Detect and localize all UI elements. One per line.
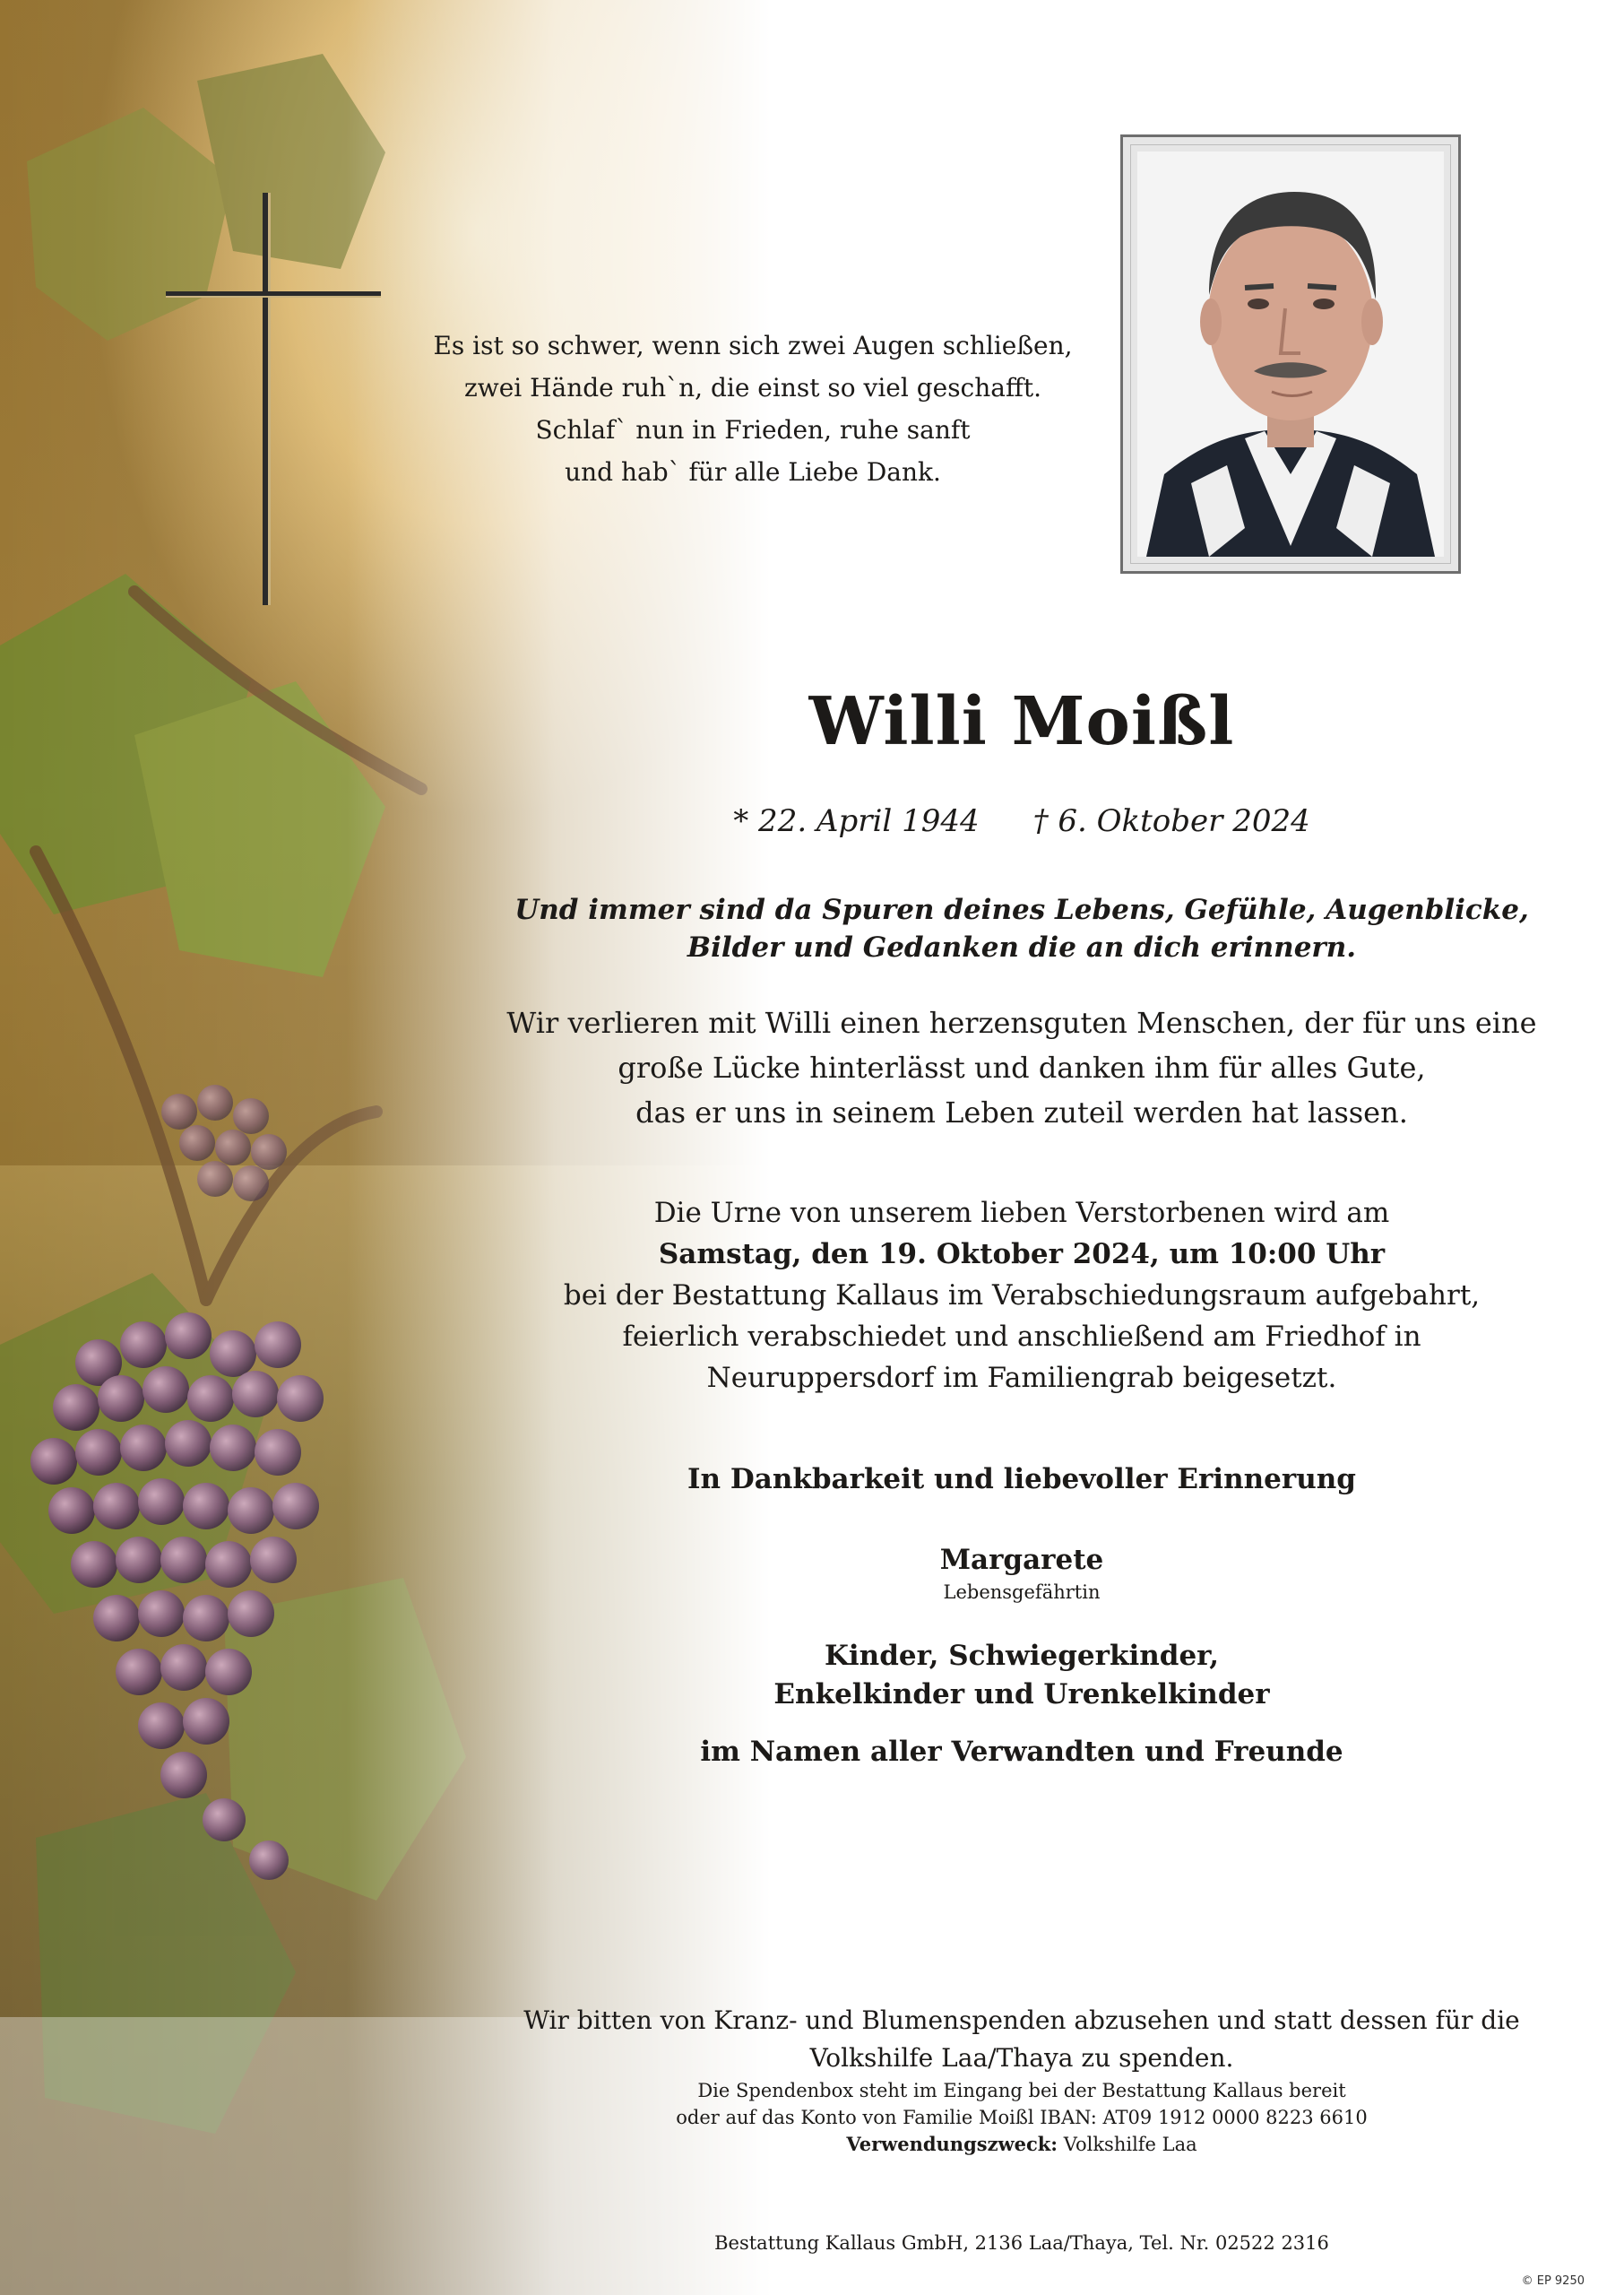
ceremony-line: Neuruppersdorf im Familiengrab beigesetzt. xyxy=(706,1362,1337,1394)
relatives-line: im Namen aller Verwandten und Freunde xyxy=(700,1736,1343,1768)
poem-line: zwei Hände ruh`n, die einst so viel geschafft. xyxy=(463,373,1042,403)
poem-line: Es ist so schwer, wenn sich zwei Augen schließen, xyxy=(433,331,1073,360)
donation-details xyxy=(466,2077,1577,2158)
donation-request xyxy=(466,2002,1577,2077)
partner-role: Lebensgefährtin xyxy=(943,1581,1101,1603)
partner-name: Margarete xyxy=(939,1544,1104,1576)
motto-line: Und immer sind da Spuren deines Lebens, Gefühle, Augenblicke, xyxy=(514,894,1529,926)
portrait-image xyxy=(1137,152,1444,557)
donation-line: Wir bitten von Kranz- und Blumenspenden abzusehen und statt dessen für die xyxy=(523,2005,1520,2035)
family-line: Kinder, Schwiegerkinder, xyxy=(824,1640,1220,1672)
deceased-name: Willi Moißl xyxy=(808,683,1235,760)
ceremony-line: bei der Bestattung Kallaus im Verabschiedungsraum aufgebahrt, xyxy=(563,1279,1481,1312)
message xyxy=(466,1000,1577,1135)
thanks-line: In Dankbarkeit und liebevoller Erinnerung xyxy=(687,1463,1356,1495)
funeral-home-footer: Bestattung Kallaus GmbH, 2136 Laa/Thaya, Tel. Nr. 02522 2316 xyxy=(714,2232,1329,2254)
donation-purpose xyxy=(466,2131,1577,2158)
poem xyxy=(385,325,1120,493)
message-line: Wir verlieren mit Willi einen herzensguten Menschen, der für uns eine xyxy=(506,1006,1537,1040)
message-line: das er uns in seinem Leben zuteil werden hat lassen. xyxy=(635,1096,1408,1130)
ceremony-intro: Die Urne von unserem lieben Verstorbenen wird am xyxy=(653,1197,1390,1229)
death-date: † 6. Oktober 2024 xyxy=(1032,803,1310,839)
ceremony-datetime: Samstag, den 19. Oktober 2024, um 10:00 Uhr xyxy=(658,1238,1386,1270)
motto-line: Bilder und Gedanken die an dich erinnern. xyxy=(687,931,1357,964)
ceremony-line: feierlich verabschiedet und anschließend am Friedhof in xyxy=(622,1321,1421,1353)
purpose-label: Verwendungszweck: xyxy=(846,2133,1058,2155)
family-line: Enkelkinder und Urenkelkinder xyxy=(773,1678,1270,1710)
purpose-value: Volkshilfe Laa xyxy=(1058,2134,1197,2155)
donation-detail-line: Die Spendenbox steht im Eingang bei der Bestattung Kallaus bereit xyxy=(697,2080,1346,2101)
poem-line: Schlaf` nun in Frieden, ruhe sanft xyxy=(535,415,971,445)
message-line: große Lücke hinterlässt und danken ihm für alles Gute, xyxy=(618,1051,1426,1085)
motto xyxy=(466,891,1577,966)
donation-detail-line: oder auf das Konto von Familie Moißl IBAN: AT09 1912 0000 8223 6610 xyxy=(676,2107,1368,2128)
life-dates xyxy=(466,803,1577,839)
birth-date: * 22. April 1944 xyxy=(733,803,980,839)
family-members xyxy=(466,1637,1577,1714)
ceremony-info xyxy=(466,1192,1577,1399)
poem-line: und hab` für alle Liebe Dank. xyxy=(565,457,941,487)
cross-icon xyxy=(166,193,381,605)
donation-line: Volkshilfe Laa/Thaya zu spenden. xyxy=(809,2043,1234,2073)
portrait-photo xyxy=(1120,134,1461,574)
template-code: © EP 9250 xyxy=(1521,2274,1585,2288)
